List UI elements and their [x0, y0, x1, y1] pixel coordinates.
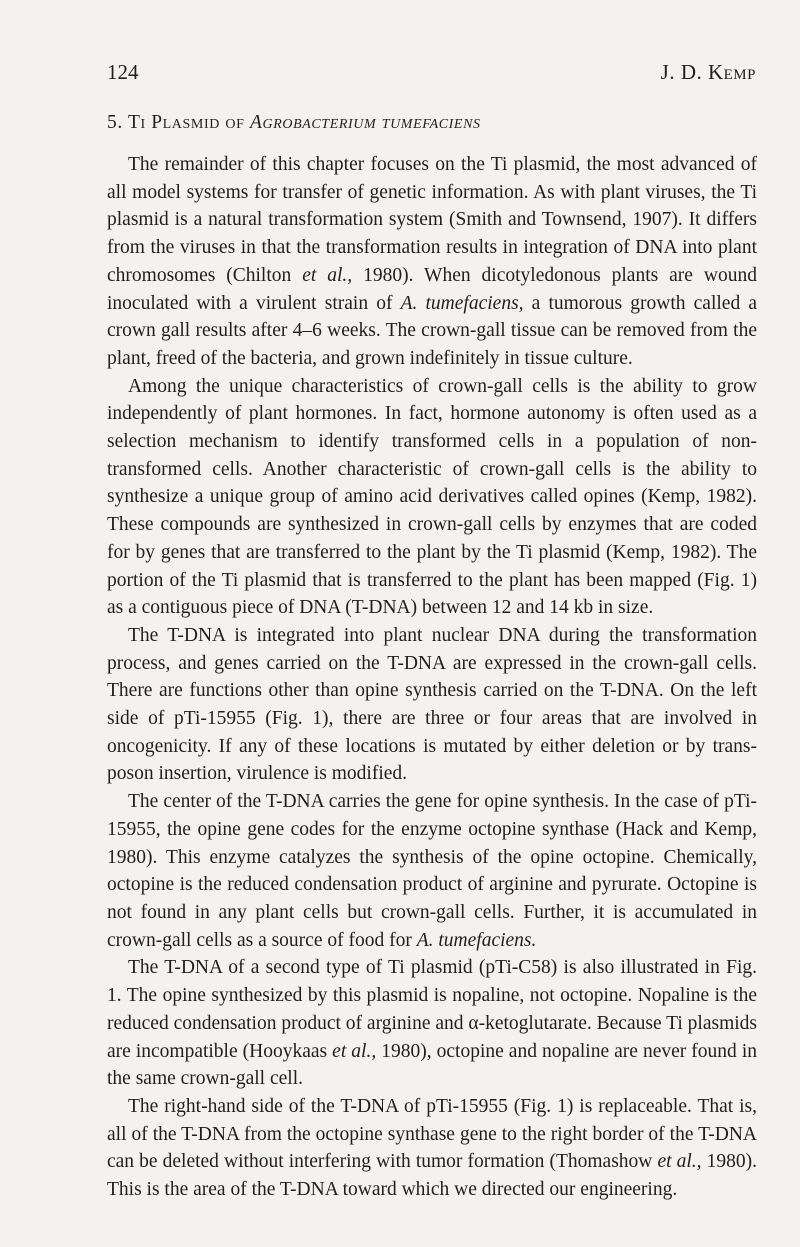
paragraph-4 [107, 788, 757, 954]
paragraph-text: The center of the T-DNA carries the gene for opine synthesis. In the case of pTi-15955, the opine gene codes for the enzyme octopine synthase (Hack and Kemp, 1980). This enzyme catalyzes the synthesis of the opine octopine. Chemically, octopine is the reduced condensation product of arginine and pyrurate. Octopine is not found in any plant cells but crown-gall cells. Further, it is accumulated in crown-gall cells as a source of food for [107, 791, 757, 951]
paragraph-text: 1980). This is the area of the T-DNA toward which we directed our engineering. [107, 1151, 758, 1201]
paragraph-2 [107, 373, 757, 622]
paragraph-5 [107, 954, 757, 1093]
body-text [107, 151, 757, 1204]
paragraph-text: 1980). When dicotyledonous plants are wound inoculated with a virulent strain of [107, 264, 757, 314]
citation-et-al: et al., [302, 264, 353, 286]
paragraph-text: The right-hand side of the T-DNA of pTi-15955 (Fig. 1) is replaceable. That is, all of the T-DNA from the octopine synthase gene to the right border of the T-DNA can be deleted without interfering with tumor formation (Thomashow [107, 1095, 757, 1173]
paragraph-text: The T-DNA is integrated into plant nuclear DNA during the transformation process, and genes carried on the T-DNA are expressed in the crown-gall cells. There are functions other than opine synthesis carried on the T-DNA. On the left side of pTi-15955 (Fig. 1), there are three or four areas that are involved in oncogenicity. If any of these locations is mutated by either deletion or by transposon insertion, virulence is modified. [107, 624, 757, 785]
section-title-organism: Agrobacterium tumefaciens [249, 112, 481, 133]
paragraph-1 [107, 151, 757, 373]
running-author: J. D. Kemp [660, 60, 756, 84]
citation-et-al: et al., [657, 1151, 702, 1173]
paragraph-text: The remainder of this chapter focuses on the Ti plasmid, the most advanced of all model systems for transfer of genetic information. As with plant viruses, the Ti plasmid is a natural transformation system (Smith and Townsend, 1907). It differs from the viruses in that the transformation results in integration of DNA into plant chromosomes (Chilton [107, 154, 757, 286]
species-name: A. tumefaciens, [400, 292, 524, 314]
species-name: A. tumefaciens. [416, 929, 537, 951]
page-number: 124 [107, 60, 139, 84]
section-heading [107, 112, 481, 134]
paragraph-3 [107, 622, 757, 788]
section-number: 5. [107, 112, 123, 133]
section-title: Ti Plasmid of [127, 112, 245, 133]
running-head [107, 60, 756, 90]
paragraph-text: The T-DNA of a second type of Ti plasmid (pTi-C58) is also illustrated in Fig. 1. The opine synthesized by this plasmid is nopaline, not octopine. Nopaline is the reduced condensation product of arginine and α-ketoglutarate. Because Ti plasmids are incompatible (Hooykaas [107, 957, 757, 1062]
paragraph-text: Among the unique characteristics of crown-gall cells is the ability to grow independently of plant hormones. In fact, hormone autonomy is often used as a selection mechanism to identify transformed cells in a population of nontransformed cells. Another characteristic of crown-gall cells is the ability to synthesize a unique group of amino acid derivatives called opines (Kemp, 1982). These compounds are synthesized in crown-gall cells by enzymes that are coded for by genes that are transferred to the plant by the Ti plasmid (Kemp, 1982). The portion of the Ti plasmid that is transferred to the plant has been mapped (Fig. 1) as a contiguous piece of DNA (T-DNA) between 12 and 14 kb in size. [107, 375, 757, 619]
paragraph-text: 1980), octopine and nopaline are never found in the same crown-gall cell. [107, 1040, 757, 1090]
paragraph-6 [107, 1093, 757, 1204]
paragraph-text: a tumorous growth called a crown gall results after 4–6 weeks. The crown-gall tissue can be removed from the plant, freed of the bacteria, and grown indefinitely in tissue culture. [107, 292, 757, 369]
citation-et-al: et al., [332, 1040, 377, 1062]
